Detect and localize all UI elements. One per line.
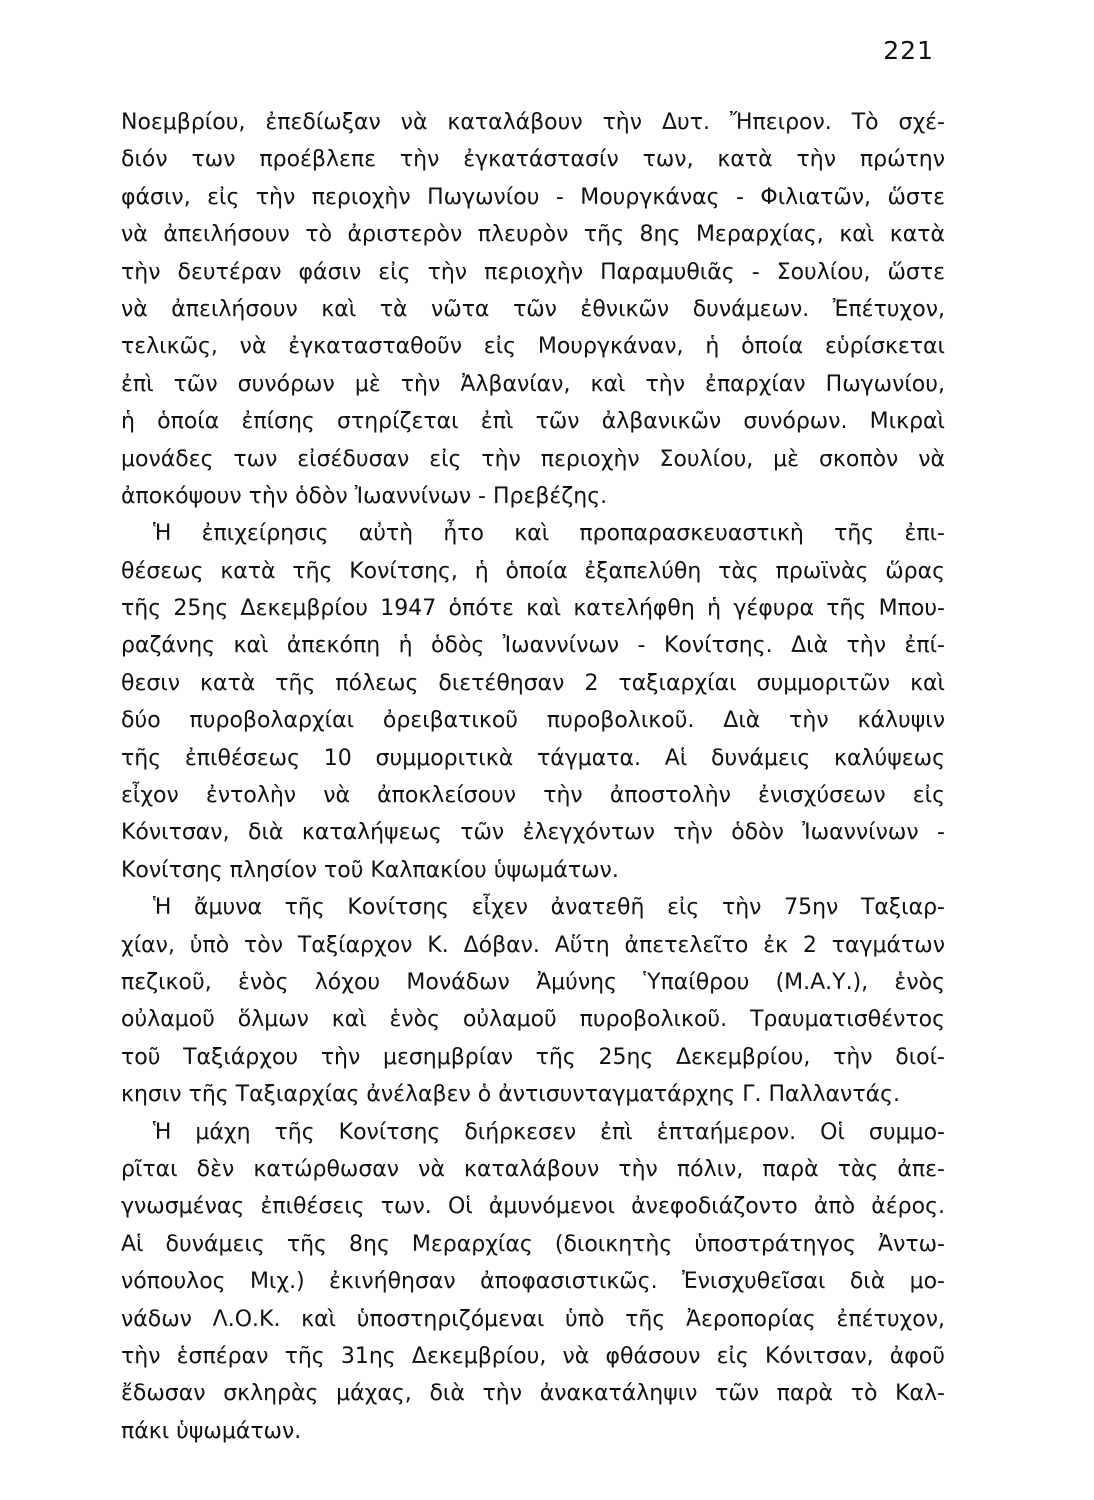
text-line: ἡ ὁποία ἐπίσης στηρίζεται ἐπὶ τῶν ἀλβανικῶν συνόρων. Μικραὶ bbox=[121, 409, 945, 435]
paragraph-start-line: Ἡ μάχη τῆς Κονίτσης διήρκεσεν ἐπὶ ἑπταήμερον. Οἱ συμμο- bbox=[153, 1119, 945, 1145]
paragraph-start-line: Ἡ ἐπιχείρησις αὐτὴ ἦτο καὶ προπαρασκευαστικὴ τῆς ἐπι- bbox=[153, 521, 945, 547]
text-line: νὰ ἀπειλήσουν καὶ τὰ νῶτα τῶν ἐθνικῶν δυνάμεων. Ἐπέτυχον, bbox=[121, 296, 945, 322]
text-line: οὐλαμοῦ ὅλμων καὶ ἑνὸς οὐλαμοῦ πυροβολικοῦ. Τραυματισθέντος bbox=[121, 1007, 945, 1033]
text-line: τῆς ἐπιθέσεως 10 συμμοριτικὰ τάγματα. Αἱ δυνάμεις καλύψεως bbox=[121, 745, 945, 771]
text-line: τὴν δευτέραν φάσιν εἰς τὴν περιοχὴν Παραμυθιᾶς - Σουλίου, ὥστε bbox=[121, 259, 945, 285]
text-line: πεζικοῦ, ἑνὸς λόχου Μονάδων Ἀμύνης Ὑπαίθρου (Μ.Α.Υ.), ἑνὸς bbox=[121, 969, 945, 995]
body-text bbox=[121, 104, 945, 1450]
paragraph-end-line: κησιν τῆς Ταξιαρχίας ἀνέλαβεν ὁ ἀντισυνταγματάρχης Γ. Παλλαντάς. bbox=[121, 1082, 900, 1108]
text-line: Κόνιτσαν, διὰ καταλήψεως τῶν ἐλεγχόντων τὴν ὁδὸν Ἰωαννίνων - bbox=[121, 820, 945, 846]
text-line: νάδων Λ.Ο.Κ. καὶ ὑποστηριζόμεναι ὑπὸ τῆς Ἀεροπορίας ἐπέτυχον, bbox=[121, 1306, 945, 1332]
text-line: ἐπὶ τῶν συνόρων μὲ τὴν Ἀλβανίαν, καὶ τὴν ἐπαρχίαν Πωγωνίου, bbox=[121, 371, 945, 397]
text-line: μονάδες των εἰσέδυσαν εἰς τὴν περιοχὴν Σουλίου, μὲ σκοπὸν νὰ bbox=[121, 446, 945, 472]
text-line: τῆς 25ης Δεκεμβρίου 1947 ὁπότε καὶ κατελήφθη ἡ γέφυρα τῆς Μπου- bbox=[121, 596, 945, 622]
text-line: τοῦ Ταξιάρχου τὴν μεσημβρίαν τῆς 25ης Δεκεμβρίου, τὴν διοί- bbox=[121, 1044, 945, 1070]
text-line: ἔδωσαν σκληρὰς μάχας, διὰ τὴν ἀνακατάληψιν τῶν παρὰ τὸ Καλ- bbox=[121, 1381, 945, 1407]
text-line: ραζάνης καὶ ἀπεκόπη ἡ ὁδὸς Ἰωαννίνων - Κονίτσης. Διὰ τὴν ἐπί- bbox=[121, 633, 945, 659]
text-line: φάσιν, εἰς τὴν περιοχὴν Πωγωνίου - Μουργκάνας - Φιλιατῶν, ὥστε bbox=[121, 184, 945, 210]
text-line: θέσεως κατὰ τῆς Κονίτσης, ἡ ὁποία ἐξαπελύθη τὰς πρωϊνὰς ὥρας bbox=[121, 558, 945, 584]
text-line: τὴν ἑσπέραν τῆς 31ης Δεκεμβρίου, νὰ φθάσουν εἰς Κόνιτσαν, ἀφοῦ bbox=[121, 1343, 945, 1369]
text-line: διόν των προέβλεπε τὴν ἐγκατάστασίν των, κατὰ τὴν πρώτην bbox=[121, 147, 945, 173]
text-line: Αἱ δυνάμεις τῆς 8ης Μεραρχίας (διοικητὴς ὑποστράτηγος Ἀντω- bbox=[121, 1231, 945, 1257]
paragraph-end-line: ἀποκόψουν τὴν ὁδὸν Ἰωαννίνων - Πρεβέζης. bbox=[121, 483, 608, 509]
text-line: νόπουλος Μιχ.) ἐκινήθησαν ἀποφασιστικῶς. Ἐνισχυθεῖσαι διὰ μο- bbox=[121, 1269, 945, 1295]
text-line: χίαν, ὑπὸ τὸν Ταξίαρχον Κ. Δόβαν. Αὕτη ἀπετελεῖτο ἐκ 2 ταγμάτων bbox=[121, 932, 945, 958]
text-line: τελικῶς, νὰ ἐγκατασταθοῦν εἰς Μουργκάναν, ἡ ὁποία εὑρίσκεται bbox=[121, 334, 945, 360]
text-line: εἶχον ἐντολὴν νὰ ἀποκλείσουν τὴν ἀποστολὴν ἐνισχύσεων εἰς bbox=[121, 783, 945, 809]
text-line: γνωσμένας ἐπιθέσεις των. Οἱ ἀμυνόμενοι ἀνεφοδιάζοντο ἀπὸ ἀέρος. bbox=[121, 1194, 945, 1220]
page-number: 221 bbox=[883, 36, 934, 65]
paragraph-end-line: Κονίτσης πλησίον τοῦ Καλπακίου ὑψωμάτων. bbox=[121, 857, 619, 883]
paragraph-start-line: Ἡ ἄμυνα τῆς Κονίτσης εἶχεν ἀνατεθῆ εἰς τὴν 75ην Ταξιαρ- bbox=[153, 895, 945, 921]
text-line: θεσιν κατὰ τῆς πόλεως διετέθησαν 2 ταξιαρχίαι συμμοριτῶν καὶ bbox=[121, 670, 945, 696]
text-line: δύο πυροβολαρχίαι ὀρειβατικοῦ πυροβολικοῦ. Διὰ τὴν κάλυψιν bbox=[121, 708, 945, 734]
text-line: Νοεμβρίου, ἐπεδίωξαν νὰ καταλάβουν τὴν Δυτ. Ἤπειρον. Τὸ σχέ- bbox=[121, 110, 945, 135]
paragraph-end-line: πάκι ὑψωμάτων. bbox=[121, 1418, 302, 1444]
text-line: νὰ ἀπειλήσουν τὸ ἀριστερὸν πλευρὸν τῆς 8ης Μεραρχίας, καὶ κατὰ bbox=[121, 222, 945, 248]
text-line: ρῖται δὲν κατώρθωσαν νὰ καταλάβουν τὴν πόλιν, παρὰ τὰς ἀπε- bbox=[121, 1156, 945, 1182]
